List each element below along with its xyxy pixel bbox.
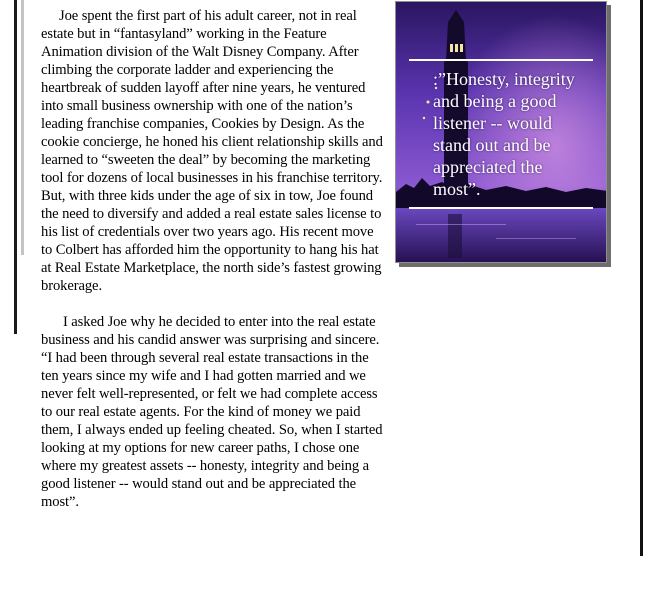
article-paragraph-1: Joe spent the first part of his adult career, not in real estate but in “fantasyland” working in the Feature Animation division of the Walt Disney Company. After climbing the corporate ladder and experiencing the heartbreak of sudden layoff after nine years, he ventured into small business ownership with one of the nation’s leading franchise companies, Cookies by Design. As the cookie concierge, he honed his client relationship skills and learned to “sweeten the deal” by becoming the marketing tool for dozens of local businesses in his franchise territory. But, with three kids under the age of six in tow, Joe found the need to diversify and added a real estate sales license to his list of credentials over two years ago. His recent move to Colbert has afforded him the opportunity to hang his hat at Real Estate Marketplace, the north side’s fastest growing brokerage.	[41, 8, 383, 294]
left-margin-rule-light	[21, 0, 24, 255]
right-margin-rule	[640, 0, 643, 556]
pull-quote-text: :”Honesty, integrity and being a good listener -- would stand out and be appreciated the most”.	[433, 69, 575, 199]
photo-tower-window-3	[460, 44, 463, 52]
photo-light-2	[423, 117, 425, 119]
article-paragraph-2: I asked Joe why he decided to enter into the real estate business and his candid answer was surprising and sincere. “I had been through several real estate transactions in the ten years since my wife and I had gotten married and we never felt well-represented, or felt we had complete access to our real estate agents. For the kind of money we paid them, I always ended up feeling cheated. So, when I started looking at my options for new career paths, I chose one where my greatest assets -- honesty, integrity and being a good listener -- would stand out and be appreciated the most”.	[41, 314, 383, 510]
left-margin-rule	[14, 0, 17, 334]
pull-quote-photo-box	[395, 1, 607, 263]
photo-tower-reflection	[448, 214, 462, 258]
article-body	[41, 7, 383, 511]
photo-tower-window-1	[450, 44, 453, 52]
photo-tower-window-2	[455, 44, 458, 52]
photo-reflection-streak-2	[496, 238, 576, 239]
pull-quote-rule-top	[409, 59, 593, 61]
photo-reflection-streak-1	[416, 224, 506, 225]
photo-light-1	[427, 101, 430, 104]
pull-quote-rule-bottom	[409, 207, 593, 209]
photo-water	[396, 208, 607, 263]
